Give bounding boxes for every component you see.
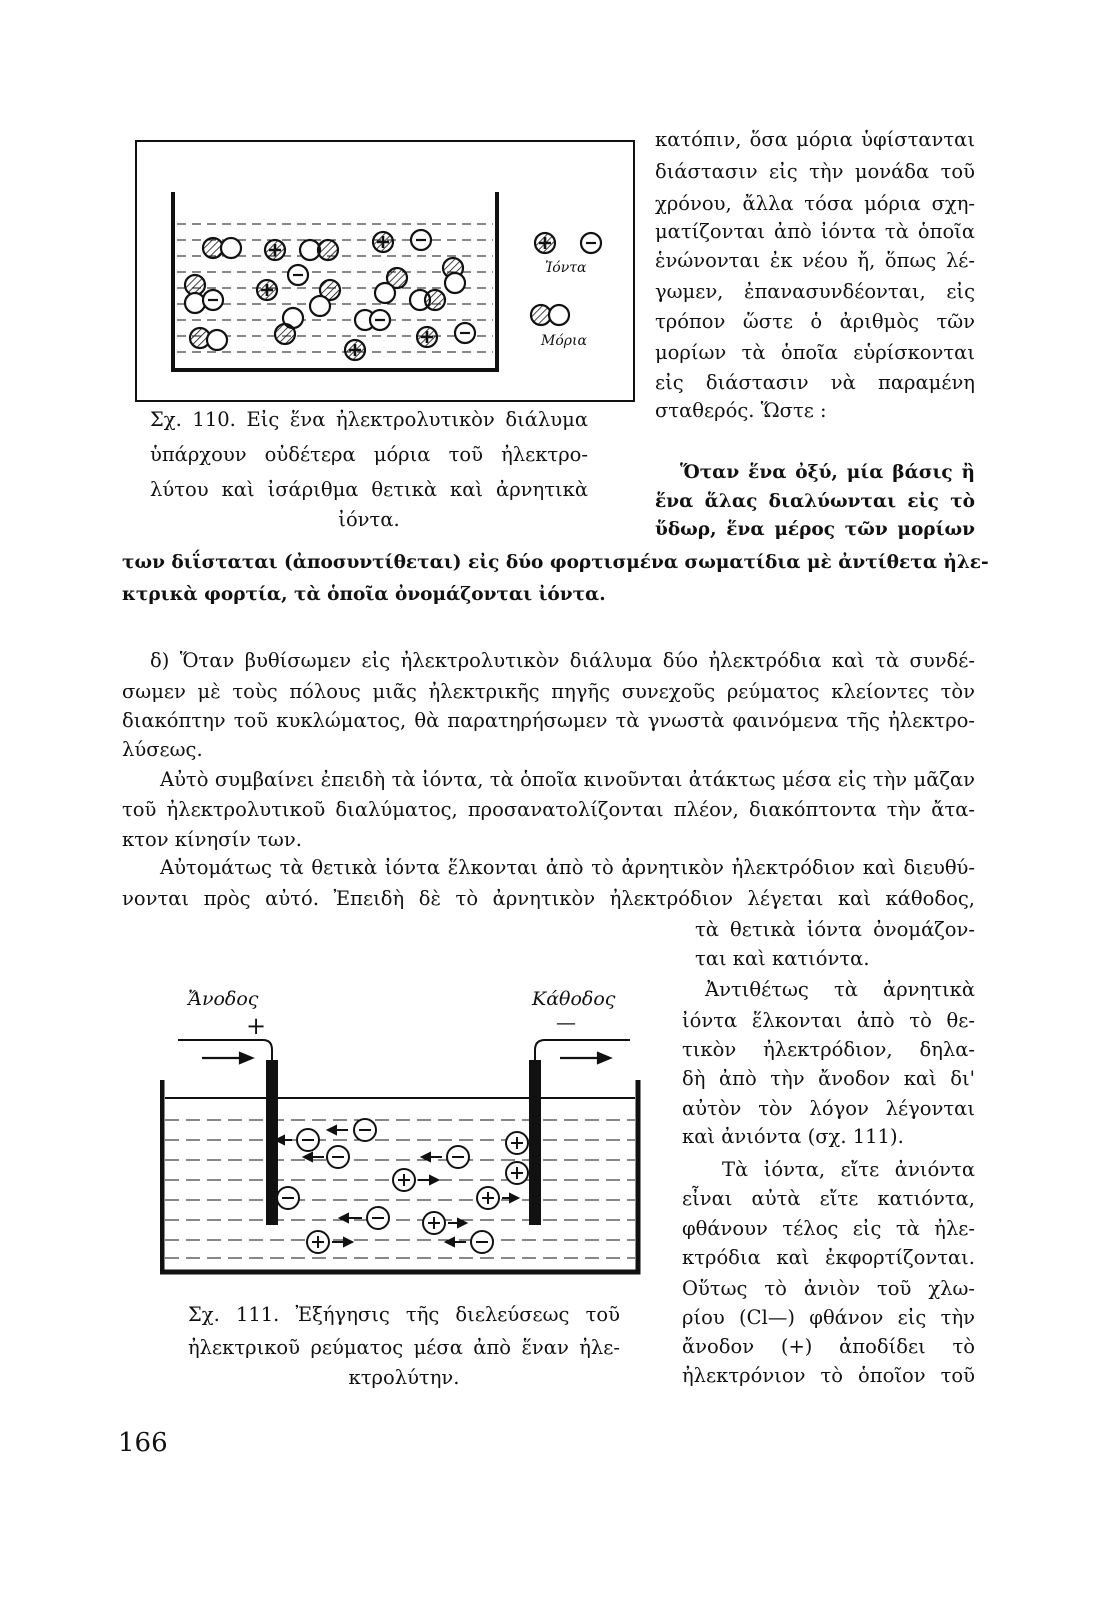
text-line: Τὰ ἰόντα, εἴτε ἀνιόντα: [722, 1158, 975, 1181]
text-line: μορίων τὰ ὁποῖα εὑρίσκονται: [655, 341, 975, 364]
text-line: Οὕτως τὸ ἀνιὸν τοῦ χλω-: [682, 1277, 975, 1300]
text-line: δ) Ὅταν βυθίσωμεν εἰς ἠλεκτρολυτικὸν διάλυμα δύο ἠλεκτρόδια καὶ τὰ συνδέ-: [150, 649, 975, 672]
text-line: ται καὶ κατιόντα.: [695, 947, 870, 970]
text-line: εἰς διάστασιν νὰ παραμένη: [655, 371, 975, 394]
bold-line: των διΐσταται (ἀποσυντίθεται) εἰς δύο φορτισμένα σωματίδια μὲ ἀντίθετα ἠλε-: [122, 552, 989, 573]
text-line: χρόνου, ἄλλα τόσα μόρια σχη-: [655, 192, 975, 215]
cathode-electrode: [529, 1060, 541, 1225]
caption-line: ὑπάρχουν οὐδέτερα μόρια τοῦ ἠλεκτρο-: [150, 443, 588, 466]
text-line: σωμεν μὲ τοὺς πόλους μιᾶς ἠλεκτρικῆς πηγῆς συνεχοῦς ρεύματος κλείοντες τὸν: [122, 680, 975, 703]
text-line: σταθερός. Ὥστε :: [655, 399, 827, 422]
text-line: Αὐτὸ συμβαίνει ἐπειδὴ τὰ ἰόντα, τὰ ὁποῖα κινοῦνται ἀτάκτως μέσα εἰς τὴν μᾶζαν: [160, 768, 975, 791]
ions: [277, 1119, 528, 1253]
anode-electrode: [266, 1060, 278, 1225]
text-line: Ἀντιθέτως τὰ ἀρνητικὰ: [705, 978, 975, 1001]
text-line: ἑνώνονται ἐκ νέου ἤ, ὅπως λέ-: [655, 249, 975, 272]
text-line: διάστασιν εἰς τὴν μονάδα τοῦ: [655, 160, 975, 183]
bold-line: ὕδωρ, ἕνα μέρος τῶν μορίων: [655, 519, 975, 540]
bold-line: ἕνα ἅλας διαλύωνται εἰς τὸ: [655, 491, 975, 512]
legend: [531, 233, 601, 325]
text-line: κτρόδια καὶ ἐκφορτίζονται.: [682, 1246, 975, 1269]
text-line: ρίου (Cl—) φθάνον εἰς τὴν: [682, 1306, 975, 1329]
cathode-sign: —: [556, 1010, 576, 1034]
caption-line: κτρολύτην.: [348, 1366, 460, 1389]
text-line: τικὸν ἠλεκτρόδιον, δηλα-: [682, 1038, 975, 1061]
text-line: εἶναι αὐτὰ εἴτε κατιόντα,: [682, 1187, 975, 1210]
text-line: τὰ θετικὰ ἰόντα ὀνομάζον-: [695, 918, 975, 941]
cathode-label: Κάθοδος: [532, 988, 616, 1010]
anode-label: Ἄνοδος: [188, 988, 259, 1010]
bold-line: κτρικὰ φορτία, τὰ ὁποῖα ὀνομάζονται ἰόντα.: [122, 584, 606, 605]
text-line: τοῦ ἠλεκτρολυτικοῦ διαλύματος, προσανατολίζονται πλέον, διακόπτοντα τὴν ἄτα-: [122, 798, 975, 821]
text-line: κατόπιν, ὅσα μόρια ὑφίστανται: [655, 128, 975, 151]
text-line: νονται πρὸς αὐτό. Ἐπειδὴ δὲ τὸ ἀρνητικὸν ἠλεκτρόδιον λέγεται καὶ κάθοδος,: [122, 887, 975, 910]
anode-sign: +: [246, 1012, 267, 1040]
text-line: καὶ ἀνιόντα (σχ. 111).: [682, 1125, 904, 1148]
text-line: τρόπον ὥστε ὁ ἀριθμὸς τῶν: [655, 310, 975, 333]
text-line: Αὐτομάτως τὰ θετικὰ ἰόντα ἕλκονται ἀπὸ τὸ ἀρνητικὸν ἠλεκτρόδιον καὶ διευθύ-: [160, 856, 975, 879]
bold-line: Ὅταν ἕνα ὀξύ, μία βάσις ἢ: [680, 462, 975, 483]
legend-ions-label: Ἰόντα: [545, 260, 587, 276]
text-line: ἄνοδον (+) ἀποδίδει τὸ: [682, 1335, 975, 1358]
text-line: ματίζονται ἀπὸ ἰόντα τὰ ὁποῖα: [655, 220, 975, 243]
figure-110: [135, 140, 635, 402]
caption-line: Σχ. 111. Ἐξήγησις τῆς διελεύσεως τοῦ: [188, 1303, 620, 1326]
text-line: δὴ ἀπὸ τὴν ἄνοδον καὶ δι': [682, 1067, 975, 1090]
caption-line: ἠλεκτρικοῦ ρεύματος μέσα ἀπὸ ἕναν ἠλε-: [188, 1336, 620, 1359]
text-line: ἰόντα ἕλκονται ἀπὸ τὸ θε-: [682, 1009, 975, 1032]
legend-molecules-label: Μόρια: [541, 333, 587, 349]
caption-line: λύτου καὶ ἰσάριθμα θετικὰ καὶ ἀρνητικὰ: [150, 478, 588, 501]
caption-line: ἰόντα.: [338, 508, 400, 531]
text-line: φθάνουν τέλος εἰς τὰ ἠλε-: [682, 1217, 975, 1240]
text-line: διακόπτην τοῦ κυκλώματος, θὰ παρατηρήσωμεν τὰ γνωστὰ φαινόμενα τῆς ἠλεκτρο-: [122, 709, 975, 732]
figure-111: [160, 980, 645, 1600]
page-number: 166: [118, 1428, 168, 1458]
text-line: αὐτὸν τὸν λόγον λέγονται: [682, 1097, 975, 1120]
figure-111-diagram: [160, 980, 645, 1600]
text-line: ἠλεκτρόνιον τὸ ὁποῖον τοῦ: [682, 1364, 975, 1387]
caption-line: Σχ. 110. Εἰς ἕνα ἠλεκτρολυτικὸν διάλυμα: [150, 408, 588, 431]
text-line: κτον κίνησίν των.: [122, 828, 302, 851]
text-line: λύσεως.: [122, 738, 203, 761]
text-line: γωμεν, ἐπανασυνδέονται, εἰς: [655, 280, 975, 303]
